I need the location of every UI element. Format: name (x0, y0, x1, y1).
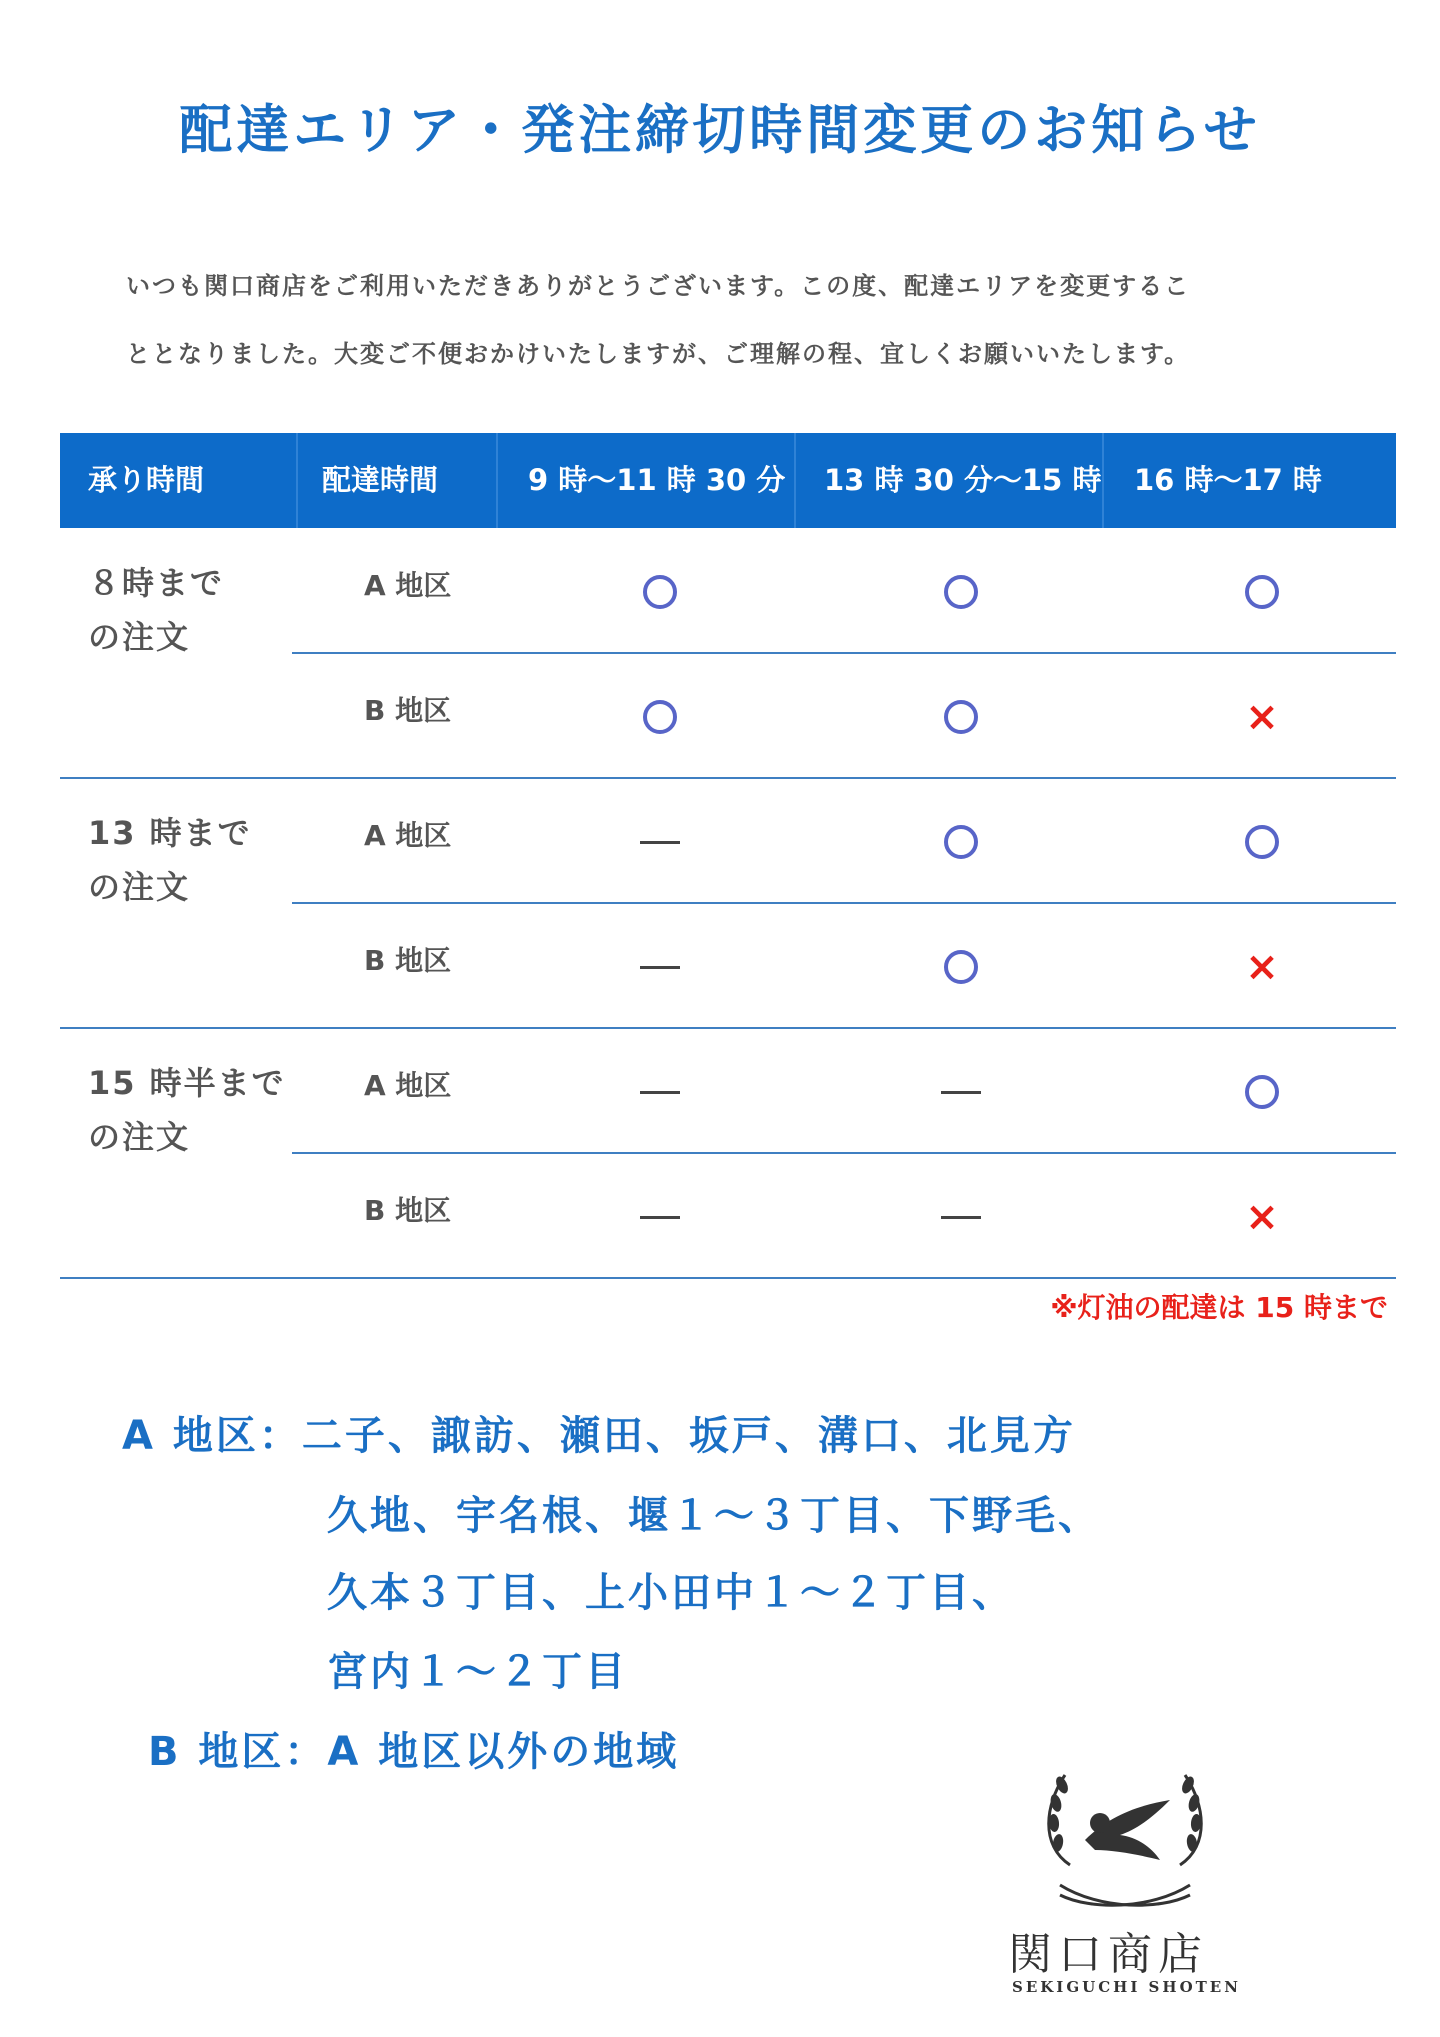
district-label: A 地区 (364, 1069, 452, 1102)
district-label: B 地区 (364, 694, 452, 727)
logo-name: 関口商店 (1008, 1929, 1208, 1980)
table-header (60, 433, 1396, 528)
available-circle-icon (1232, 562, 1292, 622)
not-applicable-dash-icon (630, 1187, 690, 1247)
kerosene-note: ※灯油の配達は 15 時まで (1050, 1291, 1388, 1324)
logo-subtitle: SEKIGUCHI SHOTEN (1012, 1978, 1241, 1996)
unavailable-cross-icon: × (1245, 1194, 1279, 1240)
order-cutoff-line: の注文 (88, 618, 191, 656)
header-order-time: 承り時間 (88, 463, 205, 497)
page-title: 配達エリア・発注締切時間変更のお知らせ (179, 100, 1261, 161)
area-a-line-4: 宮内１～２丁目 (327, 1649, 628, 1695)
not-applicable-dash-icon (630, 937, 690, 997)
unavailable-cross-icon: × (1245, 944, 1279, 990)
area-a-line-1: A 地区：二子、諏訪、瀬田、坂戸、溝口、北見方 (122, 1413, 1076, 1459)
group-divider (60, 1277, 1396, 1279)
not-applicable-dash-icon (630, 1062, 690, 1122)
order-cutoff-line: の注文 (88, 1118, 191, 1156)
unavailable-cross-icon: × (1245, 694, 1279, 740)
intro-text-line-2: ととなりました。大変ご不便おかけいたしますが、ご理解の程、宜しくお願いいたします。 (126, 340, 1191, 368)
available-circle-icon (1232, 812, 1292, 872)
district-label: B 地区 (364, 1194, 452, 1227)
order-cutoff-line: ８時まで (88, 564, 225, 602)
header-slot-2: 13 時 30 分～15 時 (824, 463, 1102, 497)
district-label: B 地区 (364, 944, 452, 977)
order-cutoff-line: 13 時まで (88, 814, 252, 852)
available-circle-icon (630, 687, 690, 747)
order-cutoff-label (88, 806, 252, 914)
order-cutoff-label (88, 1056, 286, 1164)
available-circle-icon (630, 562, 690, 622)
order-cutoff-line: の注文 (88, 868, 191, 906)
header-divider (296, 433, 298, 528)
district-label: A 地区 (364, 569, 452, 602)
not-applicable-dash-icon (931, 1187, 991, 1247)
area-a-line-2: 久地、宇名根、堰１～３丁目、下野毛、 (327, 1493, 1101, 1539)
area-a-line-3: 久本３丁目、上小田中１～２丁目、 (327, 1570, 1015, 1616)
header-delivery-time: 配達時間 (322, 463, 439, 497)
not-applicable-dash-icon (630, 812, 690, 872)
group-divider (60, 777, 1396, 779)
available-circle-icon (931, 812, 991, 872)
header-slot-1: 9 時～11 時 30 分 (528, 463, 786, 497)
row-divider (292, 902, 1396, 904)
header-slot-3: 16 時～17 時 (1134, 463, 1322, 497)
group-divider (60, 1027, 1396, 1029)
district-label: A 地区 (364, 819, 452, 852)
order-cutoff-label (88, 556, 224, 664)
available-circle-icon (931, 687, 991, 747)
row-divider (292, 652, 1396, 654)
order-cutoff-line: 15 時半まで (88, 1064, 286, 1102)
header-divider (794, 433, 796, 528)
header-divider (1102, 433, 1104, 528)
header-divider (496, 433, 498, 528)
area-b-line: B 地区：A 地区以外の地域 (148, 1729, 680, 1775)
not-applicable-dash-icon (931, 1062, 991, 1122)
row-divider (292, 1152, 1396, 1154)
available-circle-icon (1232, 1062, 1292, 1122)
intro-text-line-1: いつも関口商店をご利用いただきありがとうございます。この度、配達エリアを変更するこ (126, 272, 1191, 300)
available-circle-icon (931, 562, 991, 622)
available-circle-icon (931, 937, 991, 997)
